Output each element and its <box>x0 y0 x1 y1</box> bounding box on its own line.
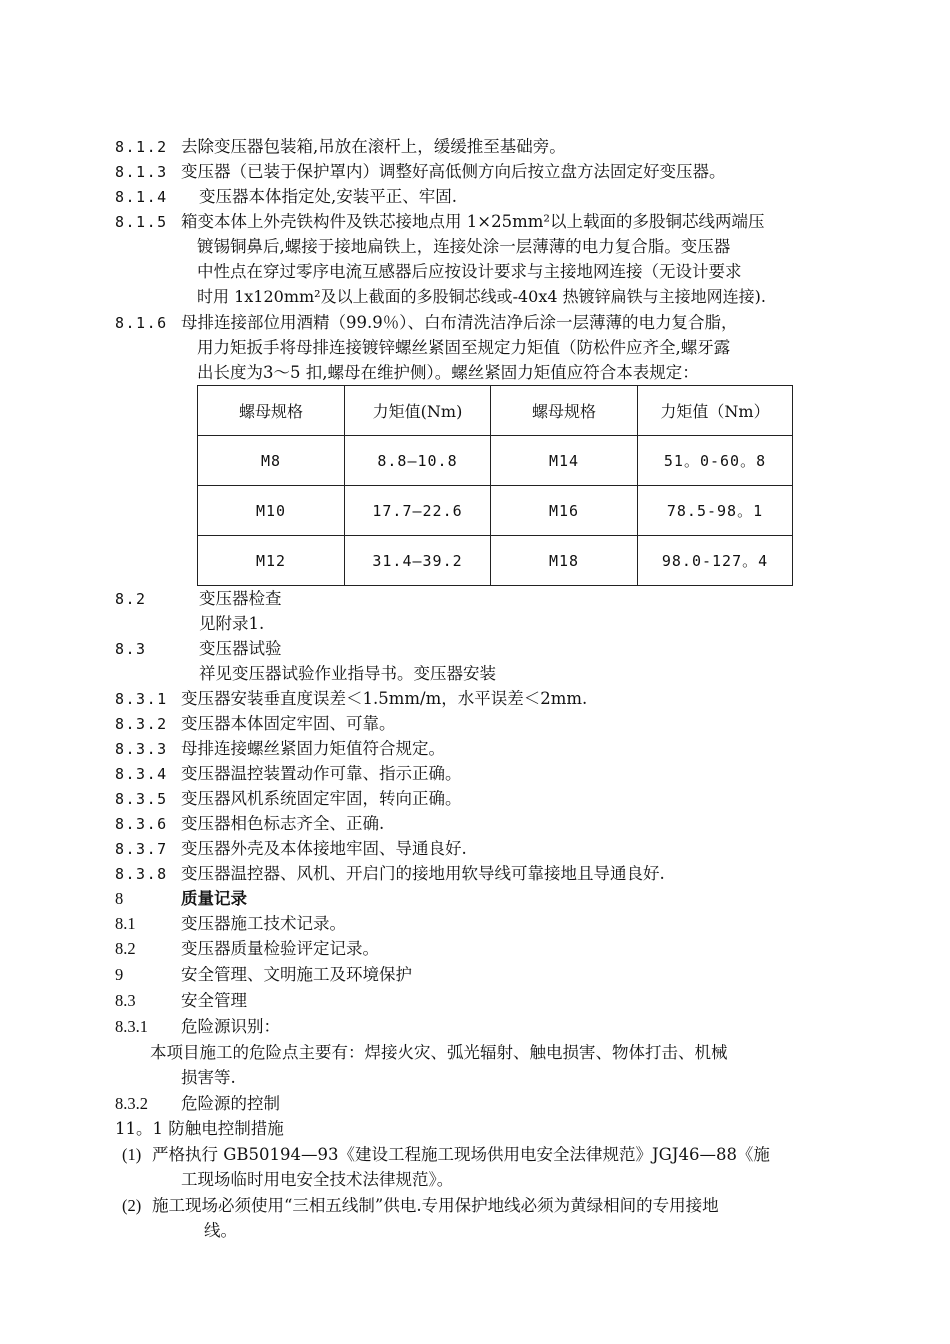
item-number: 8.3.4 <box>115 765 168 783</box>
table-cell: M8 <box>260 452 282 470</box>
item-number: 8.1.3 <box>115 163 168 181</box>
item-text: 危险源的控制 <box>181 1094 280 1113</box>
table-cell: M10 <box>255 502 287 520</box>
item-number: 8.3.5 <box>115 790 168 808</box>
table-header-row <box>198 386 793 436</box>
item-text: 镀锡铜鼻后,螺接于接地扁铁上，连接处涂一层薄薄的电力复合脂。变压器 <box>197 237 731 256</box>
table-cell: M12 <box>255 552 287 570</box>
item-text: 箱变本体上外壳铁构件及铁芯接地点用 1×25mm²以上载面的多股铜芯线两端压 <box>181 212 765 231</box>
item-text: 变压器施工技术记录。 <box>181 914 346 933</box>
item-text: 变压器相色标志齐全、正确. <box>181 814 385 833</box>
table-cell: 98.0-127。4 <box>661 552 769 570</box>
section-title: 安全管理、文明施工及环境保护 <box>181 965 412 984</box>
table-cell: 31.4—39.2 <box>372 552 463 570</box>
item-text: 变压器本体固定牢固、可靠。 <box>181 714 396 733</box>
table-cell: 8.8—10.8 <box>377 452 458 470</box>
item-text: 变压器本体指定处,安装平正、牢固. <box>199 187 457 206</box>
item-number: 8.3 <box>115 640 147 658</box>
item-number: 8.3.7 <box>115 840 168 858</box>
item-number: 8.1.4 <box>115 188 168 206</box>
section-title: 质量记录 <box>181 889 247 908</box>
torque-table <box>197 385 793 586</box>
item-text: 变压器外壳及本体接地牢固、导通良好. <box>181 839 467 858</box>
paragraph-text: 本项目施工的危险点主要有：焊接火灾、弧光辐射、触电损害、物体打击、机械 <box>150 1043 728 1062</box>
item-text: 母排连接螺丝紧固力矩值符合规定。 <box>181 739 445 758</box>
item-text: 祥见变压器试验作业指导书。变压器安装 <box>199 664 496 683</box>
item-text: 用力矩扳手将母排连接镀锌螺丝紧固至规定力矩值（防松件应齐全,螺牙露 <box>197 338 731 357</box>
item-number: 8.1.5 <box>115 213 168 231</box>
measure-text: 线。 <box>204 1221 237 1240</box>
item-text: 中性点在穿过零序电流互感器后应按设计要求与主接地网连接（无设计要求 <box>197 262 742 281</box>
item-number: 8.2 <box>115 939 136 958</box>
item-text: 变压器质量检验评定记录。 <box>181 939 379 958</box>
subsection-title: 11。1 防触电控制措施 <box>115 1119 284 1138</box>
item-text: 变压器温控装置动作可靠、指示正确。 <box>181 764 462 783</box>
table-row <box>198 536 793 586</box>
item-number: 8.1 <box>115 914 136 933</box>
item-number: 8.3.3 <box>115 740 168 758</box>
item-number: 8.3.1 <box>115 690 168 708</box>
item-number: 8.3.6 <box>115 815 168 833</box>
item-number: 8.1.6 <box>115 314 168 332</box>
header-cell: 螺母规格 <box>198 386 345 436</box>
table-cell: M18 <box>548 552 580 570</box>
paragraph-text: 损害等. <box>181 1068 236 1087</box>
item-number: 8.3 <box>115 991 136 1010</box>
header-cell: 力矩值（Nm） <box>638 386 793 436</box>
measure-text: 施工现场必须使用“三相五线制”供电.专用保护地线必须为黄绿相间的专用接地 <box>152 1196 719 1215</box>
table-cell: 17.7—22.6 <box>372 502 463 520</box>
item-text: 变压器风机系统固定牢固，转向正确。 <box>181 789 462 808</box>
item-number: 8.2 <box>115 590 147 608</box>
item-text: 变压器检查 <box>199 589 282 608</box>
section-number: 9 <box>115 965 124 984</box>
table-cell: M14 <box>548 452 580 470</box>
item-text: 去除变压器包装箱,吊放在滚杆上，缓缓推至基础旁。 <box>181 137 566 156</box>
item-text: 危险源识别： <box>181 1017 280 1036</box>
item-number: 8.3.2 <box>115 1094 148 1113</box>
measure-text: 严格执行 GB50194—93《建设工程施工现场供用电安全法律规范》JGJ46—88《施 <box>152 1145 770 1164</box>
item-text: 时用 1x120mm²及以上截面的多股铜芯线或-40x4 热镀锌扁铁与主接地网连接). <box>197 287 766 306</box>
table-row <box>198 436 793 486</box>
item-text: 变压器温控器、风机、开启门的接地用软导线可靠接地且导通良好. <box>181 864 665 883</box>
table-cell: 51。0-60。8 <box>663 452 767 470</box>
item-number: 8.3.1 <box>115 1017 148 1036</box>
item-text: 见附录1. <box>199 614 265 633</box>
table-row <box>198 486 793 536</box>
header-cell: 螺母规格 <box>491 386 638 436</box>
item-number: 8.3.8 <box>115 865 168 883</box>
measure-number: (1) <box>122 1145 142 1164</box>
item-text: 出长度为3～5 扣,螺母在维护侧）。螺丝紧固力矩值应符合本表规定： <box>197 363 699 382</box>
item-text: 变压器安装垂直度误差＜1.5mm/m，水平误差＜2mm. <box>181 689 588 708</box>
table-cell: M16 <box>548 502 580 520</box>
item-text: 母排连接部位用酒精（99.9％）、白布清洗洁净后涂一层薄薄的电力复合脂， <box>181 313 738 332</box>
item-text: 安全管理 <box>181 991 247 1010</box>
item-number: 8.1.2 <box>115 138 168 156</box>
item-text: 变压器（已装于保护罩内）调整好高低侧方向后按立盘方法固定好变压器。 <box>181 162 726 181</box>
measure-text: 工现场临时用电安全技术法律规范》。 <box>181 1170 454 1189</box>
section-number: 8 <box>115 889 124 908</box>
table-cell: 78.5-98。1 <box>666 502 764 520</box>
measure-number: (2) <box>122 1196 142 1215</box>
item-text: 变压器试验 <box>199 639 282 658</box>
header-cell: 力矩值(Nm) <box>345 386 491 436</box>
item-number: 8.3.2 <box>115 715 168 733</box>
